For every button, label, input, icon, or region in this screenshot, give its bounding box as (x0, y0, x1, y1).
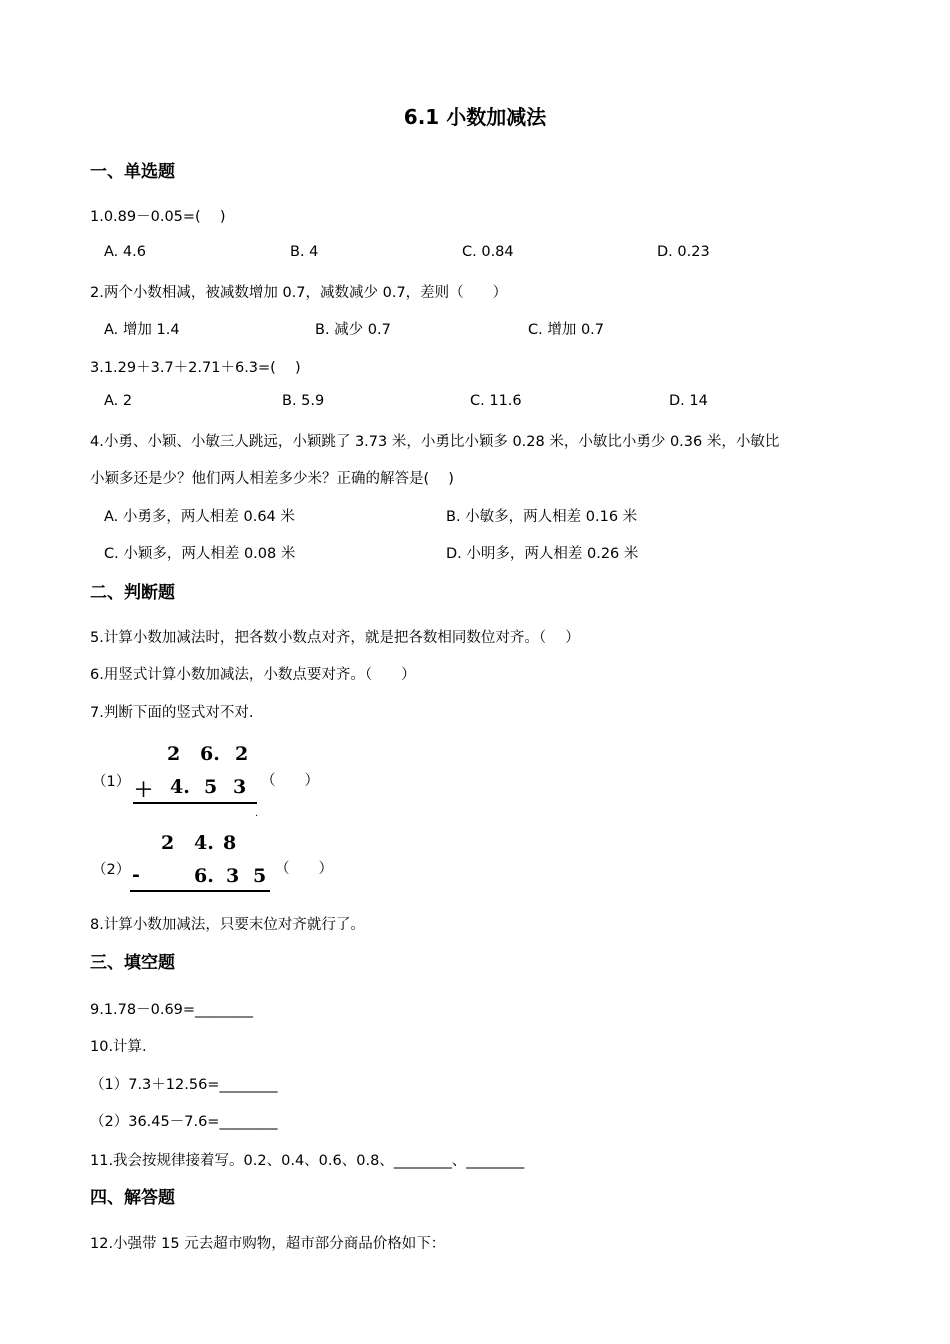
question-7-sub2-answer-paren: （ ） (275, 861, 333, 877)
question-10-stem: 10.计算. (90, 1039, 147, 1055)
question-10-sub-1: （1）7.3＋12.56=________ (90, 1077, 278, 1093)
vertical-2-minus-sign: - (132, 864, 140, 886)
vertical-2-top-digit: 2 (161, 832, 175, 854)
question-4-stem-line-1: 4.小勇、小颖、小敏三人跳远，小颖跳了 3.73 米，小勇比小颖多 0.28 米，小敏比小勇少 0.36 米，小敏比 (90, 434, 780, 450)
question-10-sub-2: （2）36.45－7.6=________ (90, 1114, 278, 1130)
vertical-1-bottom-digit: 4. (170, 776, 190, 798)
question-3-option-d: D. 14 (669, 393, 708, 409)
question-7-stem: 7.判断下面的竖式对不对. (90, 705, 254, 721)
vertical-2-result-line (130, 890, 270, 892)
question-2-stem: 2.两个小数相减，被减数增加 0.7，减数减少 0.7，差则（ ） (90, 285, 508, 301)
question-4-option-d: D. 小明多，两人相差 0.26 米 (446, 546, 639, 562)
vertical-1-top-digit: 2 (167, 743, 181, 765)
question-7-sub2-label: （2） (92, 862, 131, 878)
vertical-2-bottom-digit: 6. (194, 865, 214, 887)
question-6-stem: 6.用竖式计算小数加减法，小数点要对齐。（ ） (90, 667, 416, 683)
question-1-option-d: D. 0.23 (657, 244, 710, 260)
question-4-stem-line-2: 小颖多还是少？他们两人相差多少米？正确的解答是( ) (90, 471, 454, 487)
stray-dot: . (255, 808, 259, 819)
page-title: 6.1 小数加减法 (403, 105, 547, 129)
vertical-1-top-digit: 2 (235, 743, 249, 765)
question-9-stem: 9.1.78－0.69=________ (90, 1002, 254, 1018)
vertical-1-plus-sign: ＋ (134, 779, 154, 801)
vertical-1-result-line (133, 802, 257, 804)
question-2-option-a: A. 增加 1.4 (104, 322, 180, 338)
question-8-stem: 8.计算小数加减法，只要末位对齐就行了。 (90, 917, 365, 933)
section-heading-true-false: 二、判断题 (90, 583, 175, 603)
question-4-option-c: C. 小颖多，两人相差 0.08 米 (104, 546, 296, 562)
section-heading-fill-blank: 三、填空题 (90, 953, 175, 973)
section-heading-solve: 四、解答题 (90, 1188, 175, 1208)
question-2-option-c: C. 增加 0.7 (528, 322, 605, 338)
question-3-stem: 3.1.29＋3.7＋2.71＋6.3=( ) (90, 360, 301, 376)
question-1-option-b: B. 4 (290, 244, 319, 260)
question-3-option-b: B. 5.9 (282, 393, 325, 409)
question-2-option-b: B. 减少 0.7 (315, 322, 391, 338)
vertical-2-top-digit: 4. (194, 832, 214, 854)
question-3-option-a: A. 2 (104, 393, 133, 409)
question-1-stem: 1.0.89－0.05=( ) (90, 209, 226, 225)
question-11-stem: 11.我会按规律接着写。0.2、0.4、0.6、0.8、________、________ (90, 1153, 525, 1169)
question-7-sub1-answer-paren: （ ） (261, 773, 319, 789)
vertical-1-top-digit: 6. (200, 743, 220, 765)
vertical-2-bottom-digit: 3 (226, 865, 240, 887)
section-heading-single-choice: 一、单选题 (90, 162, 175, 182)
vertical-2-bottom-digit: 5 (253, 865, 267, 887)
vertical-1-bottom-digit: 5 (204, 776, 218, 798)
vertical-1-bottom-digit: 3 (233, 776, 247, 798)
question-5-stem: 5.计算小数加减法时，把各数小数点对齐，就是把各数相同数位对齐。（ ） (90, 630, 580, 646)
question-7-sub1-label: （1） (92, 774, 131, 790)
question-3-option-c: C. 11.6 (470, 393, 522, 409)
question-1-option-c: C. 0.84 (462, 244, 514, 260)
question-1-option-a: A. 4.6 (104, 244, 146, 260)
question-12-stem: 12.小强带 15 元去超市购物，超市部分商品价格如下： (90, 1236, 446, 1252)
question-4-option-b: B. 小敏多，两人相差 0.16 米 (446, 509, 638, 525)
question-4-option-a: A. 小勇多，两人相差 0.64 米 (104, 509, 295, 525)
vertical-2-top-digit: 8 (223, 832, 237, 854)
